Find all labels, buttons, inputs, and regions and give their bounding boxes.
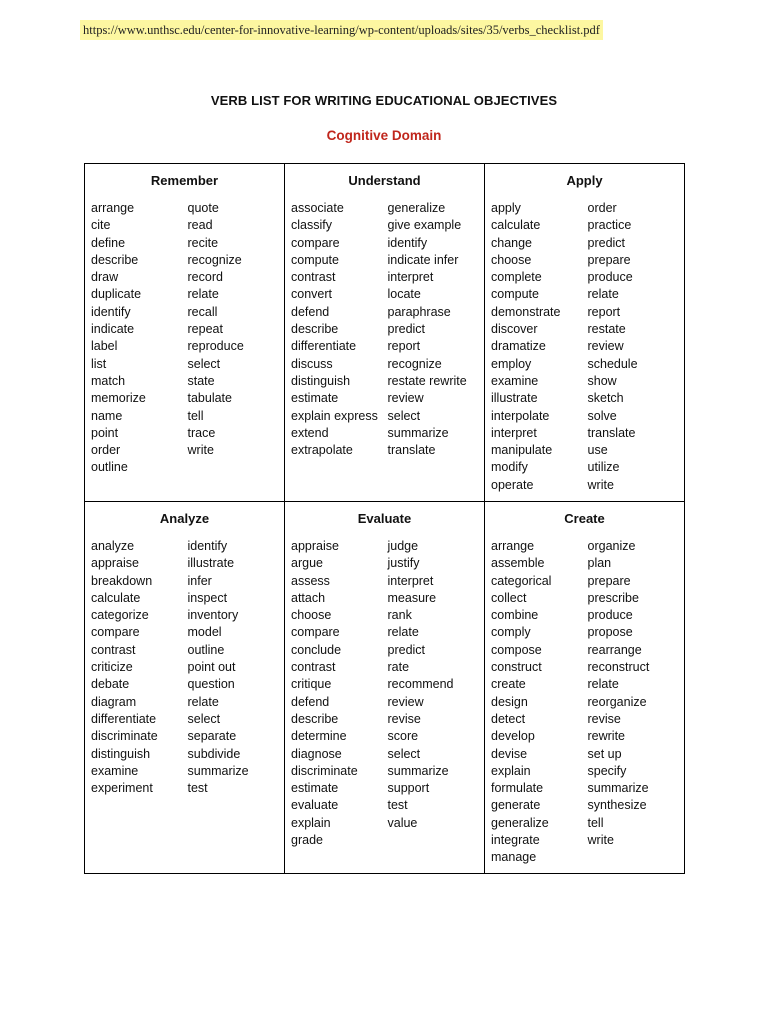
verb-item: test [387, 798, 408, 813]
verb-item: relate [587, 287, 619, 302]
verb-item: appraise [91, 556, 139, 571]
verb-item: review [387, 391, 424, 406]
category-cell-evaluate [285, 502, 485, 874]
verb-item: support [387, 781, 430, 796]
verb-item: prepare [587, 252, 631, 267]
verb-column [188, 538, 285, 797]
verb-item: interpolate [491, 408, 550, 423]
verb-item: evaluate [291, 798, 339, 813]
verb-item: give example [387, 218, 462, 233]
verb-item: use [587, 443, 608, 458]
verb-item: compose [491, 642, 542, 657]
verb-item: manipulate [491, 443, 553, 458]
verb-item: differentiate [91, 711, 157, 726]
verb-item: report [387, 339, 421, 354]
verb-item: describe [291, 322, 339, 337]
verb-column [91, 200, 188, 477]
verb-item: determine [291, 729, 347, 744]
page-subtitle: Cognitive Domain [326, 128, 442, 143]
verb-item: summarize [387, 425, 449, 440]
verb-item: categorize [91, 608, 149, 623]
verb-item: apply [491, 201, 521, 215]
verb-item: discuss [291, 356, 333, 371]
verb-table [84, 163, 685, 874]
verb-item: relate [387, 625, 419, 640]
verb-item: subdivide [187, 746, 241, 761]
verb-item: calculate [91, 590, 141, 605]
verb-item: conclude [291, 642, 342, 657]
verb-item: infer [187, 573, 212, 588]
verb-columns [485, 531, 684, 867]
verb-item: translate [587, 425, 636, 440]
verb-item: extrapolate [291, 443, 353, 458]
verb-item: discriminate [91, 729, 158, 744]
verb-item: operate [491, 477, 534, 492]
verb-item: design [491, 694, 528, 709]
verb-item: detect [491, 711, 526, 726]
verb-item: indicate infer [387, 252, 459, 267]
verb-item: interpret [387, 573, 434, 588]
verb-item: record [187, 270, 223, 285]
category-cell-understand [285, 164, 485, 502]
verb-columns [485, 193, 684, 494]
category-cell-apply [485, 164, 685, 502]
verb-column [588, 538, 685, 867]
verb-item: categorical [491, 573, 552, 588]
verb-item: collect [491, 590, 527, 605]
verb-item: score [387, 729, 419, 744]
verb-item: change [491, 235, 533, 250]
verb-item: distinguish [291, 373, 351, 388]
verb-item: sketch [587, 391, 624, 406]
verb-item: predict [587, 235, 626, 250]
verb-item: classify [291, 218, 332, 233]
verb-item: identify [187, 539, 228, 553]
verb-item: revise [587, 711, 621, 726]
verb-item: integrate [491, 833, 540, 848]
verb-item: examine [491, 373, 539, 388]
verb-item: estimate [291, 391, 339, 406]
verb-item: organize [587, 539, 636, 553]
verb-item: relate [187, 694, 219, 709]
verb-column [388, 538, 485, 849]
verb-item: select [387, 746, 421, 761]
verb-item: recognize [387, 356, 442, 371]
verb-item: prepare [587, 573, 631, 588]
verb-item: assemble [491, 556, 545, 571]
verb-item: compare [91, 625, 140, 640]
verb-item: test [187, 781, 208, 796]
verb-item: explain express [291, 408, 378, 423]
verb-item: locate [387, 287, 421, 302]
verb-item: explain [291, 815, 331, 830]
verb-item: summarize [187, 763, 249, 778]
verb-item: select [187, 711, 221, 726]
verb-item: restate rewrite [387, 373, 467, 388]
verb-column [588, 200, 685, 494]
verb-item: explain [491, 763, 531, 778]
verb-item: produce [587, 270, 633, 285]
verb-item: write [587, 477, 614, 492]
verb-item: compare [291, 235, 340, 250]
verb-item: value [387, 815, 418, 830]
verb-item: write [187, 443, 214, 458]
verb-column [491, 538, 588, 867]
verb-item: estimate [291, 781, 339, 796]
verb-item: recognize [187, 252, 242, 267]
verb-item: relate [587, 677, 619, 692]
verb-item: write [587, 833, 614, 848]
verb-column [291, 538, 388, 849]
verb-item: interpret [387, 270, 434, 285]
verb-item: read [187, 218, 213, 233]
verb-item: indicate [91, 322, 135, 337]
verb-item: interpret [491, 425, 537, 440]
verb-item: defend [291, 694, 330, 709]
verb-item: extend [291, 425, 329, 440]
verb-item: select [187, 356, 221, 371]
verb-item: cite [91, 218, 111, 233]
verb-item: describe [291, 711, 339, 726]
verb-item: diagnose [291, 746, 342, 761]
verb-item: arrange [91, 201, 135, 215]
verb-item: inspect [187, 590, 228, 605]
verb-item: manage [491, 850, 537, 865]
category-cell-create [485, 502, 685, 874]
verb-column [188, 200, 285, 477]
verb-item: summarize [387, 763, 449, 778]
verb-columns [85, 193, 284, 477]
verb-item: describe [91, 252, 139, 267]
verb-item: calculate [491, 218, 541, 233]
verb-item: arrange [491, 539, 535, 553]
verb-item: revise [387, 711, 421, 726]
verb-item: repeat [187, 322, 223, 337]
category-heading: Apply [566, 173, 603, 188]
verb-item: reorganize [587, 694, 647, 709]
verb-item: construct [491, 660, 542, 675]
verb-item: breakdown [91, 573, 153, 588]
source-url[interactable]: https://www.unthsc.edu/center-for-innovative-learning/wp-content/uploads/sites/35/verbs_checklist.pdf [80, 20, 603, 40]
verb-item: compute [491, 287, 539, 302]
verb-item: rearrange [587, 642, 642, 657]
verb-item: modify [491, 460, 528, 475]
verb-item: summarize [587, 781, 649, 796]
verb-item: point [91, 425, 119, 440]
verb-item: specify [587, 763, 627, 778]
verb-item: select [387, 408, 421, 423]
verb-item: define [91, 235, 126, 250]
verb-item: distinguish [91, 746, 151, 761]
verb-item: contrast [291, 660, 336, 675]
page-title: VERB LIST FOR WRITING EDUCATIONAL OBJECTIVES [210, 93, 558, 108]
verb-item: quote [187, 201, 219, 215]
verb-item: state [187, 373, 215, 388]
verb-item: discover [491, 322, 538, 337]
verb-item: discriminate [291, 763, 358, 778]
verb-item: paraphrase [387, 304, 451, 319]
verb-item: review [587, 339, 624, 354]
verb-item: draw [91, 270, 119, 285]
verb-item: create [491, 677, 526, 692]
verb-item: inventory [187, 608, 239, 623]
verb-item: recommend [387, 677, 454, 692]
verb-item: predict [387, 642, 426, 657]
verb-item: order [91, 443, 121, 458]
verb-item: restate [587, 322, 626, 337]
verb-item: point out [187, 660, 236, 675]
verb-item: show [587, 373, 617, 388]
verb-item: choose [291, 608, 332, 623]
verb-item: debate [91, 677, 130, 692]
verb-item: utilize [587, 460, 620, 475]
verb-item: analyze [91, 539, 135, 553]
verb-item: separate [187, 729, 237, 744]
verb-item: outline [187, 642, 225, 657]
category-heading: Evaluate [357, 511, 412, 526]
verb-item: report [587, 304, 621, 319]
verb-item: reproduce [187, 339, 244, 354]
verb-item: plan [587, 556, 612, 571]
verb-item: justify [387, 556, 420, 571]
verb-item: review [387, 694, 424, 709]
verb-item: demonstrate [491, 304, 561, 319]
verb-item: generalize [491, 815, 549, 830]
verb-item: criticize [91, 660, 133, 675]
verb-item: illustrate [187, 556, 235, 571]
verb-item: associate [291, 201, 344, 215]
category-heading: Analyze [159, 511, 210, 526]
verb-item: complete [491, 270, 542, 285]
verb-item: practice [587, 218, 632, 233]
verb-item: prescribe [587, 590, 639, 605]
verb-item: relate [187, 287, 219, 302]
verb-item: develop [491, 729, 535, 744]
verb-item: propose [587, 625, 633, 640]
verb-columns [285, 193, 484, 459]
category-heading: Understand [348, 173, 421, 188]
verb-item: diagram [91, 694, 137, 709]
verb-item: comply [491, 625, 531, 640]
verb-item: experiment [91, 781, 153, 796]
verb-item: employ [491, 356, 532, 371]
verb-item: question [187, 677, 235, 692]
verb-item: list [91, 356, 107, 371]
verb-item: tabulate [187, 391, 232, 406]
verb-item: name [91, 408, 123, 423]
verb-item: defend [291, 304, 330, 319]
verb-item: translate [387, 443, 436, 458]
verb-item: dramatize [491, 339, 546, 354]
verb-item: recall [187, 304, 218, 319]
verb-columns [85, 531, 284, 797]
verb-item: identify [91, 304, 131, 319]
verb-item: label [91, 339, 118, 354]
verb-item: rewrite [587, 729, 626, 744]
verb-item: identify [387, 235, 428, 250]
verb-item: trace [187, 425, 216, 440]
verb-item: rank [387, 608, 412, 623]
verb-column [491, 200, 588, 494]
verb-item: outline [91, 460, 128, 475]
verb-item: reconstruct [587, 660, 650, 675]
category-heading: Create [564, 511, 605, 526]
verb-item: measure [387, 590, 437, 605]
verb-column [291, 200, 388, 459]
verb-item: contrast [91, 642, 136, 657]
verb-item: combine [491, 608, 539, 623]
verb-item: generate [491, 798, 541, 813]
verb-item: formulate [491, 781, 544, 796]
verb-item: compare [291, 625, 340, 640]
table-row [85, 164, 685, 502]
verb-item: appraise [291, 539, 339, 553]
verb-item: rate [387, 660, 410, 675]
category-cell-analyze [85, 502, 285, 874]
verb-item: argue [291, 556, 323, 571]
verb-item: synthesize [587, 798, 647, 813]
verb-item: convert [291, 287, 332, 302]
verb-item: memorize [91, 391, 146, 406]
verb-item: examine [91, 763, 139, 778]
verb-item: duplicate [91, 287, 142, 302]
verb-item: order [587, 201, 617, 215]
verb-item: model [187, 625, 222, 640]
verb-item: match [91, 373, 126, 388]
verb-item: produce [587, 608, 633, 623]
verb-item: tell [587, 815, 604, 830]
verb-item: attach [291, 590, 326, 605]
verb-item: contrast [291, 270, 336, 285]
verb-item: tell [187, 408, 204, 423]
verb-item: grade [291, 833, 323, 848]
category-heading: Remember [150, 173, 219, 188]
verb-item: recite [187, 235, 219, 250]
verb-item: critique [291, 677, 332, 692]
verb-column [91, 538, 188, 797]
verb-item: schedule [587, 356, 638, 371]
verb-item: compute [291, 252, 339, 267]
verb-item: differentiate [291, 339, 357, 354]
verb-item: generalize [387, 201, 446, 215]
verb-item: set up [587, 746, 622, 761]
verb-item: devise [491, 746, 528, 761]
verb-item: judge [387, 539, 419, 553]
verb-column [388, 200, 485, 459]
category-cell-remember [85, 164, 285, 502]
verb-item: solve [587, 408, 617, 423]
verb-item: assess [291, 573, 330, 588]
verb-item: choose [491, 252, 532, 267]
table-row [85, 502, 685, 874]
verb-columns [285, 531, 484, 849]
verb-item: illustrate [491, 391, 538, 406]
verb-item: predict [387, 322, 426, 337]
